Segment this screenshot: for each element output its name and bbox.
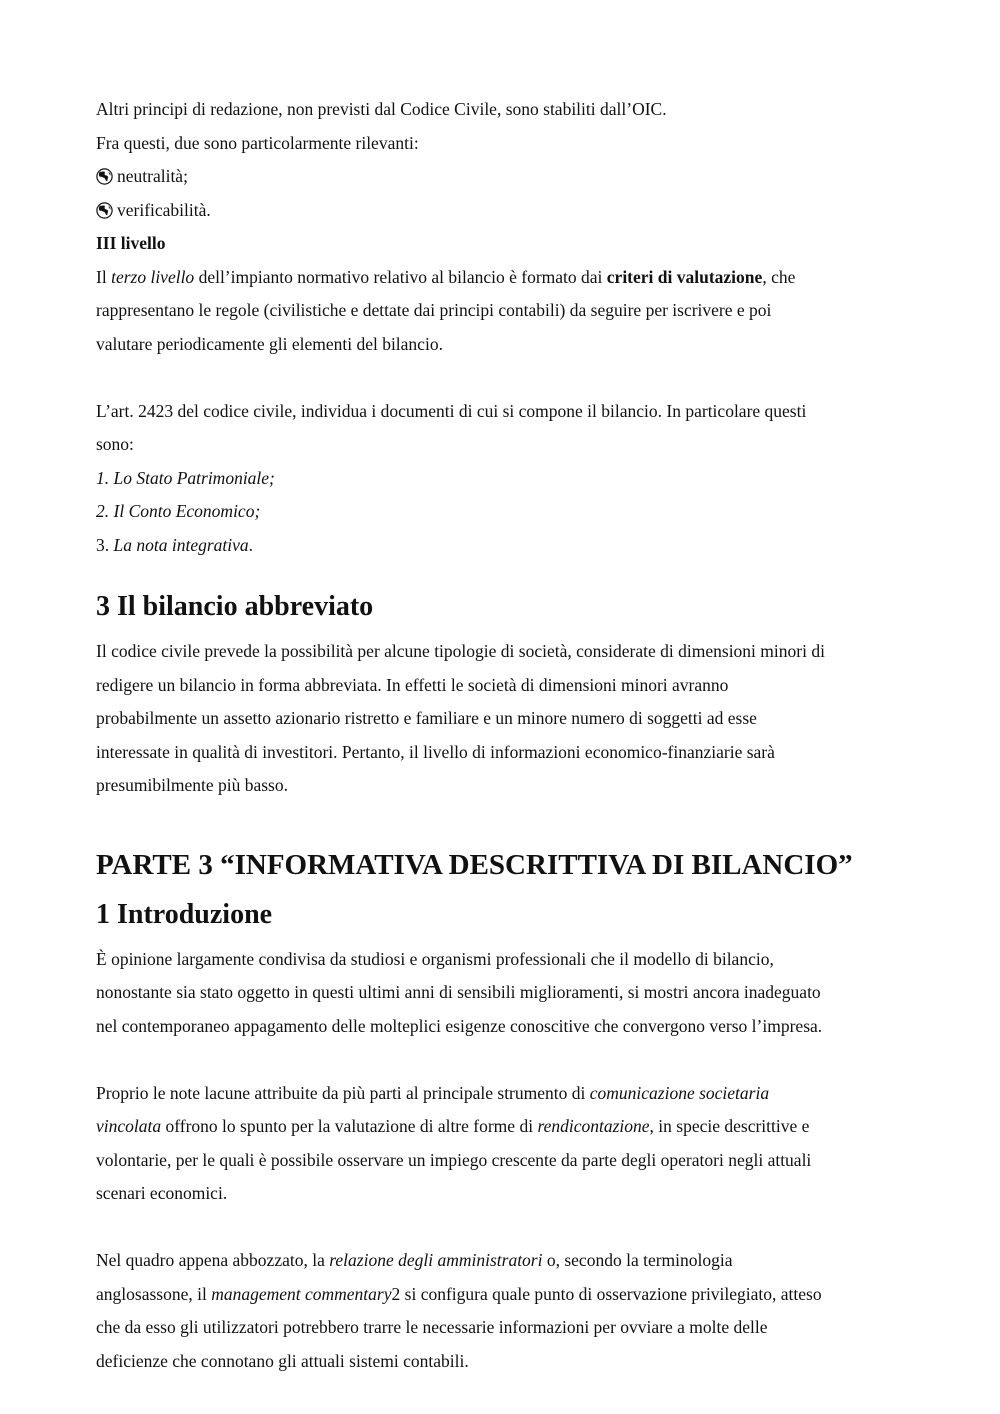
text-line: interessate in qualità di investitori. Pertanto, il livello di informazioni economico-finanziarie sarà [96,741,775,762]
text-run: Il [96,266,112,287]
list-item [96,462,904,496]
text-line: valutare periodicamente gli elementi del bilancio. [96,333,443,354]
text-run: offrono lo spunto per la valutazione di altre forme di [161,1116,538,1136]
list-item [96,529,904,563]
subheading-text: III livello [96,233,166,253]
italic-run: 2. Il Conto Economico; [96,501,261,521]
text-line [96,1110,904,1144]
text-run: Proprio le note lacune attribuite da più parti al principale strumento di [96,1082,590,1103]
section-heading-introduzione: 1 Introduzione [96,898,273,930]
text-line: sono: [96,434,134,454]
bullet-text: verificabilità. [117,199,211,220]
text-line: Fra questi, due sono particolarmente rilevanti: [96,132,419,153]
part-heading: PARTE 3 “INFORMATIVA DESCRITTIVA DI BILANCIO” [96,848,853,881]
text-line [96,261,904,295]
italic-run: rendicontazione [537,1116,650,1136]
text-run: , che [762,266,796,287]
paragraph-gap [96,1043,904,1077]
paragraph-gap [96,361,904,395]
section-spacer [96,803,904,847]
text-line: L’art. 2423 del codice civile, individua i documenti di cui si compone il bilancio. In particolare questi [96,400,807,421]
text-run: , in specie descrittive e [649,1116,810,1136]
bullet-item [96,160,904,194]
section-spacer [96,624,904,635]
section-spacer [96,932,904,943]
text-line: scenari economici. [96,1183,228,1203]
section-spacer [96,883,904,898]
globe-icon [96,202,113,219]
italic-run: terzo livello [111,266,195,287]
italic-run: comunicazione societaria [589,1082,770,1103]
text-line: nonostante sia stato oggetto in questi ultimi anni di sensibili miglioramenti, si mostri ancora inadeguato [96,982,821,1002]
italic-run: La nota integrativa [113,534,249,555]
list-item [96,495,904,529]
text-line [96,1278,904,1312]
text-run: Nel quadro appena abbozzato, la [96,1250,330,1270]
text-run: . [248,534,254,555]
text-line: presumibilmente più basso. [96,775,288,795]
bold-run: criteri di valutazione [606,266,763,287]
text-line [96,1244,904,1278]
text-run: 3. [96,534,114,555]
text-line: deficienze che connotano gli attuali sistemi contabili. [96,1350,469,1371]
bullet-text: neutralità; [117,166,188,186]
text-line: che da esso gli utilizzatori potrebbero trarre le necessarie informazioni per ovviare a molte delle [96,1317,768,1337]
italic-run: relazione degli amministratori [329,1250,543,1270]
italic-run: 1. Lo Stato Patrimoniale; [96,467,275,488]
text-line: redigere un bilancio in forma abbreviata. In effetti le società di dimensioni minori avranno [96,674,729,695]
text-run: o, secondo la terminologia [542,1250,733,1270]
subheading-livello [96,227,904,261]
paragraph-gap [96,1211,904,1245]
italic-run: vincolata [96,1116,162,1136]
text-line: volontarie, per le quali è possibile osservare un impiego crescente da parte degli operatori negli attuali [96,1149,812,1170]
bullet-item [96,194,904,228]
text-line: Il codice civile prevede la possibilità per alcune tipologie di società, considerate di dimensioni minori di [96,641,825,661]
text-line [96,1077,904,1111]
text-run: 2 si configura quale punto di osservazione privilegiato, atteso [391,1283,822,1304]
text-run: dell’impianto normativo relativo al bilancio è formato dai [194,266,607,287]
text-line: È opinione largamente condivisa da studiosi e organismi professionali che il modello di bilancio, [96,948,774,969]
text-line: probabilmente un assetto azionario ristretto e familiare e un minore numero di soggetti ad esse [96,708,757,728]
globe-icon [96,168,113,185]
text-line: rappresentano le regole (civilistiche e dettate dai principi contabili) da seguire per iscrivere e poi [96,300,772,320]
text-run: anglosassone, il [96,1283,212,1304]
section-spacer [96,562,904,590]
text-line: Altri principi di redazione, non previsti dal Codice Civile, sono stabiliti dall’OIC. [96,99,667,119]
text-line: nel contemporaneo appagamento delle molteplici esigenze conoscitive che convergono verso l’impresa. [96,1015,823,1036]
italic-run: management commentary [211,1283,392,1304]
section-heading-bilancio-abbreviato: 3 Il bilancio abbreviato [96,591,374,622]
